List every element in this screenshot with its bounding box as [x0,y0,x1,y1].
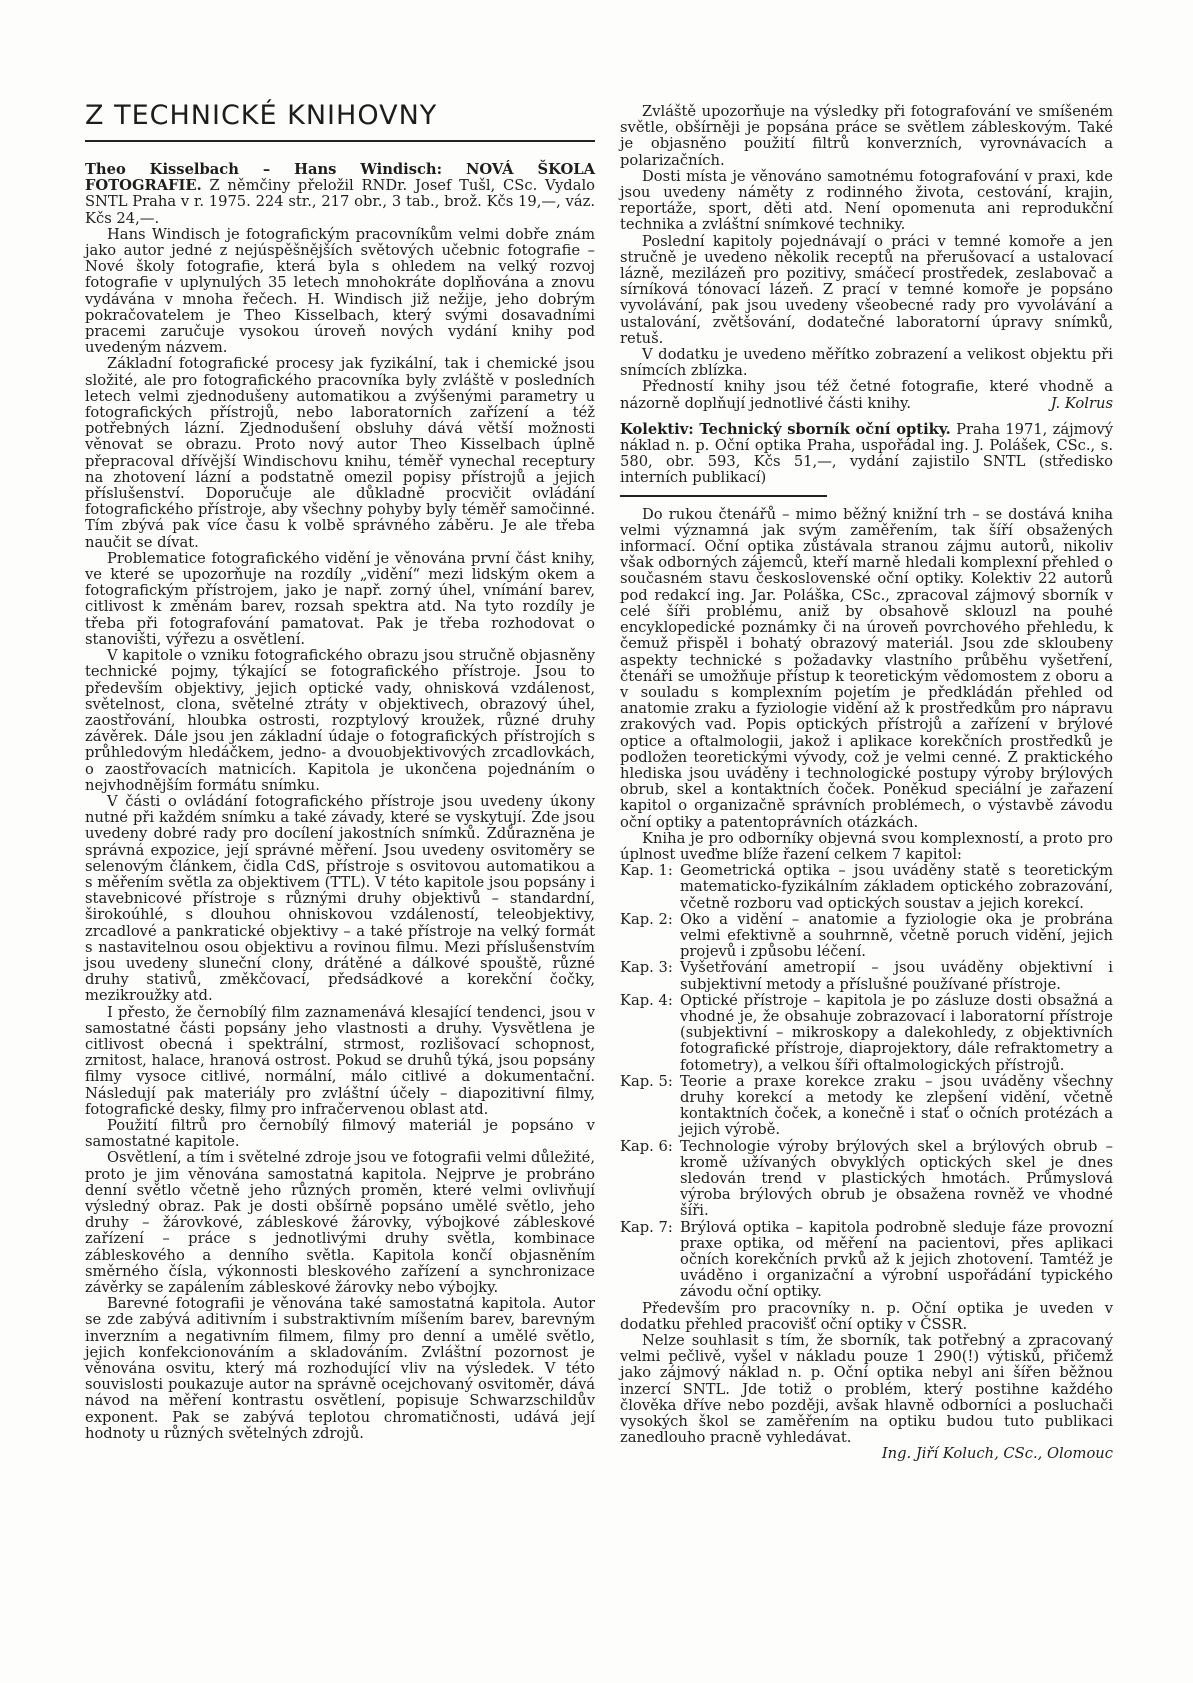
review1-paragraph: V kapitole o vzniku fotografického obrazu jsou stručně objasněny technické pojmy, týkající se fotografického přístroje. Jsou to především objektivy, jejich optické vady, ohnisková vzdálenost, světelnost, clona, světelné ztráty v objektivech, obrazový úhel, zaostřování, hloubka ostrosti, rozptylový kroužek, různé druhy závěrek. Dále jsou jen základní údaje o fotografických přístrojích s průhledovým hledáčkem, jedno- a dvouobjektivových zrcadlovkách, o zaostřovacích matnicích. Kapitola je ukončena pojednáním o nejvhodnějším formátu snímku. [85,647,595,794]
review1-paragraph: Poslední kapitoly pojednávají o práci v temné komoře a jen stručně je uvedeno několik receptů na přerušovací a ustalovací lázně, mezilázeň pro pozitivy, smáčecí prostředek, zeslabovač a sírníková tónovací lázeň. Z prací v temné komoře je popsáno vyvolávání, pak jsou uvedeny všeobecné rady pro vyvolávání a ustalování, zvětšování, dodatečné laboratorní úpravy snímků, retuš. [620,232,1113,347]
review1-paragraph: Základní fotografické procesy jak fyzikální, tak i chemické jsou složité, ale pro fotografického pracovníka byly zvláště v posledních letech velmi zjednodušeny automatikou a zvýšenými parametry u fotografických přístrojů, nebo laboratorních zařízení a též potřebných lázní. Zjednodušení obsluhy dává větší možnosti věnovat se obrazu. Proto nový autor Theo Kisselbach úplně přepracoval dřívější Windischovu knihu, téměř vynechal receptury na zhotovení lázní a podstatně omezil popisy přístrojů a jejich příslušenství. Doporučuje ale důkladně procvičit ovládání fotografického přístroje, aby všechny pohyby byly téměř samočinné. Tím zbývá pak více času k volbě správného záběru. Je ale třeba naučit se dívat. [85,355,595,551]
title-rule [85,140,595,142]
review2-signature: Ing. Jiří Koluch, CSc., Olomouc [881,1445,1113,1463]
review1-paragraph: Dosti místa je věnováno samotnému fotografování v praxi, kde jsou uvedeny náměty z rodinného života, cestování, krajin, reportáže, sport, děti atd. Není opomenuta ani reprodukční technika a zvláštní snímkové techniky. [620,167,1113,234]
chapter-label: Kap. 5: [620,1072,673,1090]
review1-bib-details: Z němčiny přeložil RNDr. Josef Tušl, CSc. Vydalo SNTL Praha v r. 1975. 224 str., 217 obr., 3 tab., brož. Kčs 19,—, váz. Kčs 24,—. [85,177,595,227]
chapter-text: Geometrická optika – jsou uváděny statě s teoretickým matematicko-fyzikálním základem optického zobrazování, včetně rozboru vad optických soustav a jejich korekcí. [680,862,1113,912]
section-title: Z TECHNICKÉ KNIHOVNY [85,100,438,131]
review1-final-paragraph [620,379,1113,411]
review1-paragraph: Barevné fotografii je věnována také samostatná kapitola. Autor se zde zabývá aditivním i substraktivním míšením barev, barevným inverzním a negativním filmem, filmy pro denní a umělé světlo, jejich konfekcionováním a skladováním. Zvláštní pozornost je věnována osvitu, který má rozhodující vliv na výsledek. V této souvislosti poukazuje autor na správně ocejchovaný osvitoměr, dává návod na měření kontrastu osvětlení, popisuje Schwarzschildův exponent. Pak se zabývá teplotou chromatičnosti, udává její hodnoty u různých světelných zdrojů. [85,1295,595,1442]
review1-paragraph: V části o ovládání fotografického přístroje jsou uvedeny úkony nutné při každém snímku a také závady, které se vyskytují. Zde jsou uvedeny dobré rady pro docílení jakostních snímků. Zdůrazněna je správná expozice, její správné měření. Jsou uvedeny osvitoměry se selenovým článkem, čidla CdS, přístroje s osvitovou automatikou a s měřením světla za objektivem (TTL). V této kapitole jsou popsány i stavebnicové přístroje s různými druhy objektivů – standardní, širokoúhlé, s dlouhou ohniskovou vzdáleností, teleobjektivy, zrcadlové a pankratické objektivy – a také přístroje na velký formát s nastavitelnou osou objektivu a rovinou filmu. Mezi příslušenstvím jsou uvedeny sluneční clony, drátěné a dálkové spouště, různé druhy stativů, změkčovací, předsádkové a korekční čočky, mezikroužky atd. [85,792,595,1005]
chapter-text: Technologie výroby brýlových skel a brýlových obrub – kromě užívaných obvyklých optických skel je dnes sledován trend v plastických hmotách. Průmyslová výroba brýlových obrub je obsažena rovněž ve vhodné šíři. [680,1137,1113,1220]
review1-bibliography [85,162,595,227]
review1-paragraph: Zvláště upozorňuje na výsledky při fotografování ve smíšeném světle, obšírněji je popsána práce se světlem zábleskovým. Také je objasněno použití filtrů konverzních, vyrovnávacích a polarizačních. [620,103,1113,169]
chapter-item [620,912,1113,961]
chapter-text: Teorie a praxe korekce zraku – jsou uváděny všechny druhy korekcí a metody ke zlepšení vidění, včetně kontaktních čoček, a konečně i stať o očních protézách a jejich výrobě. [680,1072,1113,1139]
chapter-item [620,1139,1113,1220]
review2-paragraph: Nelze souhlasit s tím, že sborník, tak potřebný a zpracovaný velmi pečlivě, vyšel v nákladu pouze 1 290(!) výtisků, přičemž jako zájmový náklad n. p. Oční optika nebyl ani šířen běžnou inzercí SNTL. Jde totiž o problém, který postihne každého člověka dříve nebo později, avšak hlavně odborníci a posluchači vysokých škol se zaměřením na optiku budou tuto publikaci zanedlouho pracně vyhledávat. [620,1332,1113,1447]
review1-paragraph: I přesto, že černobílý film zaznamenává klesající tendenci, jsou v samostatné části popsány jeho vlastnosti a druhy. Vysvětlena je citlivost obecná i spektrální, strmost, rozlišovací schopnost, zrnitost, halace, hranová ostrost. Pokud se druhů týká, jsou popsány filmy vysoce citlivé, normální, málo citlivé a dokumentační. Následují pak materiály pro zvláštní účely – diapozitivní filmy, fotografické desky, filmy pro infračervenou oblast atd. [85,1003,595,1118]
review1-paragraph: Osvětlení, a tím i světelné zdroje jsou ve fotografii velmi důležité, proto je jim věnována samostatná kapitola. Nejprve je probráno denní světlo včetně jeho různých proměn, které velmi ovlivňují výsledný obraz. Pak je dosti obšírně popsáno umělé světlo, jeho druhy – žárovkové, zábleskové žárovky, výbojkové zábleskové zařízení – práce s jednotlivými druhy světla, kombinace zábleskového a denního světla. Kapitola končí objasněním směrného čísla, výkonnosti bleskového zařízení a synchronizace závěrky se zapálením zábleskové žárovky nebo výbojky. [85,1149,595,1297]
review1-paragraph: Hans Windisch je fotografickým pracovníkům velmi dobře znám jako autor jedné z nejúspěšnějších světových učebnic fotografie – Nové školy fotografie, která byla s ohledem na velký rozvoj fotografie v uplynulých 35 letech mnohokráte doplňována a znovu vydávána v mnoha řečech. H. Windisch již nežije, jeho dobrým pokračovatelem je Theo Kisselbach, který svými dosavadními pracemi zaručuje vysokou úroveň nových vydání knihy pod uvedeným názvem. [85,225,595,357]
chapter-text: Brýlová optika – kapitola podrobně sleduje fáze provozní praxe optika, od měření na pacientovi, přes aplikaci očních korekčních prvků až k jejich zhotovení. Tamtéž je uváděno i organizační a výrobní uspořádání typického závodu oční optiky. [680,1218,1113,1301]
chapter-text: Optické přístroje – kapitola je po zásluze dosti obsažná a vhodné je, že obsahuje zobrazovací i laboratorní přístroje (subjektivní – mikroskopy a dalekohledy, z objektivních fotografické přístroje, diaprojektory, dále refraktometry a fotometry), a velkou šíři oftalmologických přístrojů. [680,991,1113,1074]
right-column [620,104,1113,1463]
review1-bib-authors: Theo Kisselbach – Hans Windisch: NOVÁ ŠKOLA FOTOGRAFIE. [85,161,595,195]
review2-paragraph: Do rukou čtenářů – mimo běžný knižní trh – se dostává kniha velmi významná jak svým zaměřením, tak šíří obsažených informací. Oční optika zůstávala stranou zájmu autorů, nikoliv však odborných zájemců, kteří marně hledali komplexní přehled o současném stavu československé oční optiky. Kolektiv 22 autorů pod redakcí ing. Jar. Poláška, CSc., zpracoval zájmový sborník v celé šíři problému, aniž by obsahově sklouzl na pouhé encyklopedické poznámky či na úroveň povrchového přehledu, k čemuž přispěl i bohatý obrazový materiál. Jsou zde skloubeny aspekty technické s požadavky vlastního průběhu vyšetření, čtenáři se umožňuje přístup k teoretickým vědomostem z oboru a v souladu s komplexním pojetím je předkládán přehled od anatomie zraku a fyziologie vidění až k prostředkům pro nápravu zrakových vad. Popis optických přístrojů a zařízení v brýlové optice a oftalmologii, jakož i aplikace korekčních prostředků je podložen teoretickými vývody, což je velmi cenné. Z praktického hlediska jsou uváděny i technologické postupy výroby brýlových obrub, skel a kontaktních čoček. Poněkud speciální je zařazení kapitol o organizačně správních problémech, o výstavbě závodu oční optiky a patentoprávních otázkách. [620,505,1113,831]
review2-rule [620,495,827,497]
chapter-item [620,993,1113,1074]
review2-bib-authors: Kolektiv: Technický sborník oční optiky. [620,420,951,438]
chapter-item [620,863,1113,912]
chapter-item [620,960,1113,992]
chapter-label: Kap. 1: [620,862,673,880]
review1-paragraph: V dodatku je uvedeno měřítko zobrazení a velikost objektu při snímcích zblízka. [620,346,1113,380]
review1-signature: J. Kolrus [1050,394,1113,412]
review1-paragraph: Problematice fotografického vidění je věnována první část knihy, ve které se upozorňuje na rozdíly „vidění“ mezi lidským okem a fotografickým přístrojem, jako je např. zorný úhel, vnímání barev, citlivost k změnám barev, rozsah spektra atd. Na tyto rozdíly je třeba při fotografování pamatovat. Pak je třeba rozhodovat o stanovišti, výřezu a osvětlení. [85,549,595,648]
chapter-item [620,1074,1113,1139]
review1-paragraph: Předností knihy jsou též četné fotografie, které vhodně a názorně doplňují jednotlivé části knihy. [620,378,1113,412]
review2-bibliography [620,422,1113,487]
review2-bib-details: Praha 1971, zájmový náklad n. p. Oční optika Praha, uspořádal ing. J. Polášek, CSc., s. 580, obr. 593, Kčs 51,—, vydání zajistilo SNTL (středisko interních publikací) [620,420,1114,487]
review2-paragraph: Především pro pracovníky n. p. Oční optika je uveden v dodatku přehled pracovišť oční optiky v ČSSR. [620,1299,1113,1333]
chapter-text: Vyšetřování ametropií – jsou uváděny objektivní i subjektivní metody a příslušné používané přístroje. [680,959,1113,993]
review1-paragraph: Použití filtrů pro černobílý filmový materiál je popsáno v samostatné kapitole. [85,1116,595,1151]
chapter-item [620,1220,1113,1301]
chapter-list [620,863,1113,1300]
chapter-text: Oko a vidění – anatomie a fyziologie oka je probrána velmi efektivně a souhrnně, včetně poruch vidění, jejich projevů i způsobu léčení. [680,910,1113,961]
review2-paragraph: Kniha je pro odborníky objevná svou komplexností, a proto pro úplnost uveďme blíže řazení celkem 7 kapitol: [620,829,1113,863]
chapter-label: Kap. 6: [620,1137,673,1155]
chapter-label: Kap. 4: [620,991,673,1009]
chapter-label: Kap. 3: [620,959,673,977]
chapter-label: Kap. 7: [620,1218,673,1236]
chapter-label: Kap. 2: [620,910,673,928]
left-column [85,100,595,1442]
